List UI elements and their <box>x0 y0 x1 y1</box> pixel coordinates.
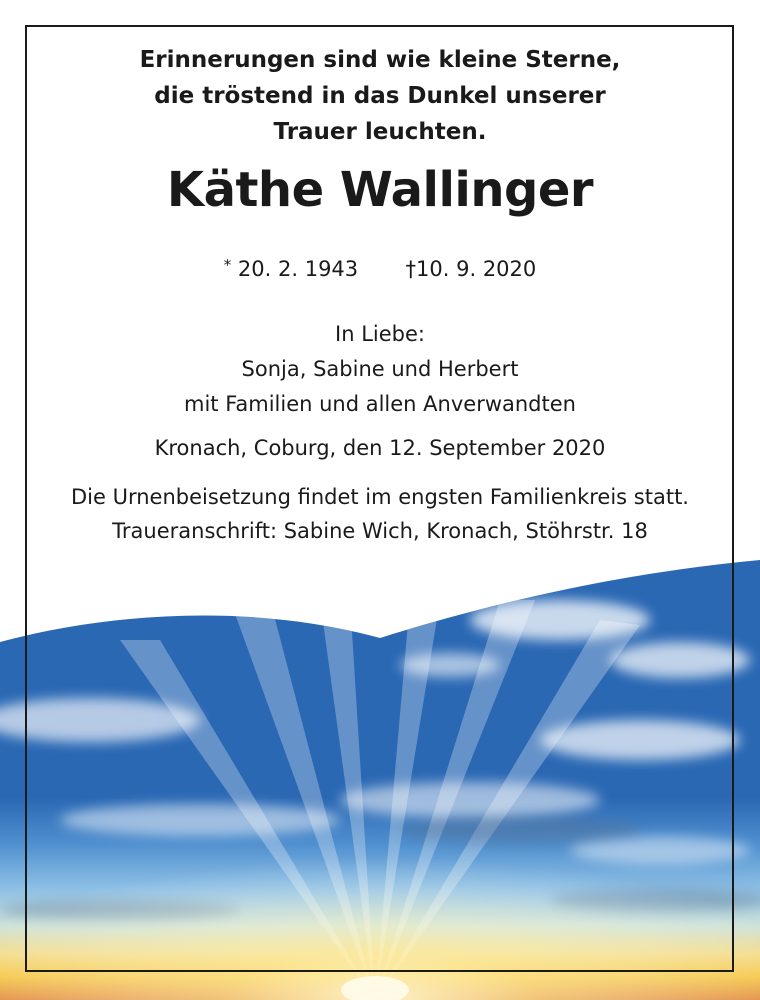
mourners-line: mit Familien und allen Anverwandten <box>184 392 576 416</box>
birth-date: 20. 2. 1943 <box>237 257 359 281</box>
memorial-verse <box>0 42 760 150</box>
verse-line: die tröstend in das Dunkel unserer <box>154 83 606 109</box>
verse-line: Trauer leuchten. <box>273 119 487 145</box>
mourners-line: In Liebe: <box>335 322 425 346</box>
birth-star-symbol: * <box>223 256 232 274</box>
verse-line: Erinnerungen sind wie kleine Sterne, <box>139 47 621 73</box>
mourners-block <box>0 317 760 422</box>
mourners-line: Sonja, Sabine und Herbert <box>241 357 519 381</box>
deceased-name: Käthe Wallinger <box>166 162 594 218</box>
burial-note: Die Urnenbeisetzung findet im engsten Familienkreis statt. <box>70 485 689 509</box>
death-cross-symbol: † <box>405 257 417 281</box>
life-dates <box>0 250 760 284</box>
place-and-date: Kronach, Coburg, den 12. September 2020 <box>154 436 606 460</box>
death-date: 10. 9. 2020 <box>416 257 537 281</box>
mourning-address: Traueranschrift: Sabine Wich, Kronach, Stöhrstr. 18 <box>112 519 648 543</box>
notes-block <box>0 480 760 548</box>
